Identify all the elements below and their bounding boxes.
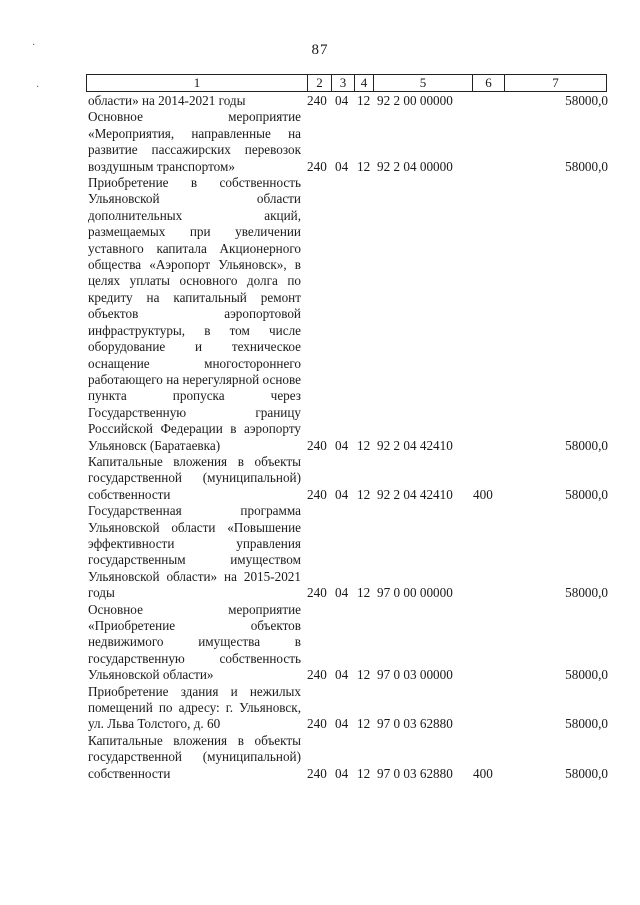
cell-col5: 92 2 04 00000: [377, 158, 453, 174]
cell-col7: 58000,0: [565, 585, 608, 601]
table-body: [88, 93, 608, 782]
column-header: 2: [308, 75, 332, 91]
row-name: Основное мероприятие «Мероприятия, направленные на развитие пассажирских перевозок воздушным транспортом»: [88, 109, 301, 174]
row-name: Капитальные вложения в объекты государственной (муниципальной) собственности: [88, 453, 301, 502]
column-header: 3: [332, 75, 355, 91]
cell-col7: 58000,0: [565, 93, 608, 108]
cell-col3: 04: [335, 667, 349, 683]
scan-mark: ·: [36, 82, 40, 93]
cell-col7: 58000,0: [565, 765, 608, 781]
cell-col5: 92 2 00 00000: [377, 93, 453, 108]
cell-col4: 12: [357, 585, 371, 601]
table-row: [88, 503, 608, 601]
cell-col2: 240: [307, 585, 327, 601]
cell-col2: 240: [307, 667, 327, 683]
table-row: [88, 602, 608, 684]
table-row: [88, 93, 608, 109]
cell-col5: 92 2 04 42410: [377, 437, 453, 453]
cell-col2: 240: [307, 765, 327, 781]
table-row: [88, 684, 608, 733]
cell-col2: 240: [307, 93, 327, 108]
cell-col4: 12: [357, 93, 371, 108]
cell-col2: 240: [307, 486, 327, 502]
cell-col5: 97 0 00 00000: [377, 585, 453, 601]
cell-col4: 12: [357, 158, 371, 174]
row-name: Капитальные вложения в объекты государственной (муниципальной) собственности: [88, 732, 301, 781]
cell-col7: 58000,0: [565, 486, 608, 502]
cell-col4: 12: [357, 486, 371, 502]
table-row: [88, 175, 608, 454]
table-row: [88, 109, 608, 175]
cell-col3: 04: [335, 585, 349, 601]
cell-col3: 04: [335, 765, 349, 781]
table-header: [86, 74, 607, 92]
cell-col5: 97 0 03 62880: [377, 716, 453, 732]
cell-col5: 97 0 03 00000: [377, 667, 453, 683]
cell-col7: 58000,0: [565, 667, 608, 683]
row-name: области» на 2014-2021 годы: [88, 93, 246, 108]
cell-col7: 58000,0: [565, 437, 608, 453]
column-header: 7: [552, 75, 559, 90]
scan-mark: ·: [32, 40, 36, 51]
cell-col2: 240: [307, 716, 327, 732]
row-name: Приобретение здания и нежилых помещений по адресу: г. Ульяновск, ул. Льва Толстого, д. 60: [88, 683, 301, 732]
column-header: 4: [355, 75, 374, 91]
cell-col4: 12: [357, 765, 371, 781]
cell-col7: 58000,0: [565, 158, 608, 174]
column-header: 5: [374, 75, 473, 91]
row-name: Приобретение в собственность Ульяновской области дополнительных акций, размещаемых при увеличении уставного капитала Акционерного общества «Аэропорт Ульяновск», в целях уплаты основного долга по кредиту на капитальный ремонт объектов аэропортовой инфраструктуры, в том числе оборудование и техническое оснащение многостороннего работающего на нерегулярной основе пункта пропуска через Государственную границу Российской Федерации в аэропорту Ульяновск (Баратаевка): [88, 175, 301, 453]
cell-col5: 92 2 04 42410: [377, 486, 453, 502]
table-row: [88, 454, 608, 503]
page-number: 87: [311, 42, 329, 58]
cell-col3: 04: [335, 93, 349, 108]
cell-col4: 12: [357, 716, 371, 732]
column-header: 6: [473, 75, 505, 91]
cell-col4: 12: [357, 667, 371, 683]
cell-col5: 97 0 03 62880: [377, 765, 453, 781]
table-row: [88, 733, 608, 782]
cell-col3: 04: [335, 437, 349, 453]
cell-col6: 400: [473, 765, 493, 781]
cell-col3: 04: [335, 716, 349, 732]
cell-col2: 240: [307, 437, 327, 453]
cell-col3: 04: [335, 486, 349, 502]
cell-col3: 04: [335, 158, 349, 174]
cell-col4: 12: [357, 437, 371, 453]
column-header: 1: [87, 75, 308, 91]
row-name: Основное мероприятие «Приобретение объектов недвижимого имущества в государственную собственность Ульяновской области»: [88, 601, 301, 683]
cell-col2: 240: [307, 158, 327, 174]
row-name: Государственная программа Ульяновской области «Повышение эффективности управления государственным имуществом Ульяновской области» на 2015-2021 годы: [88, 503, 301, 601]
cell-col6: 400: [473, 486, 493, 502]
cell-col7: 58000,0: [565, 716, 608, 732]
